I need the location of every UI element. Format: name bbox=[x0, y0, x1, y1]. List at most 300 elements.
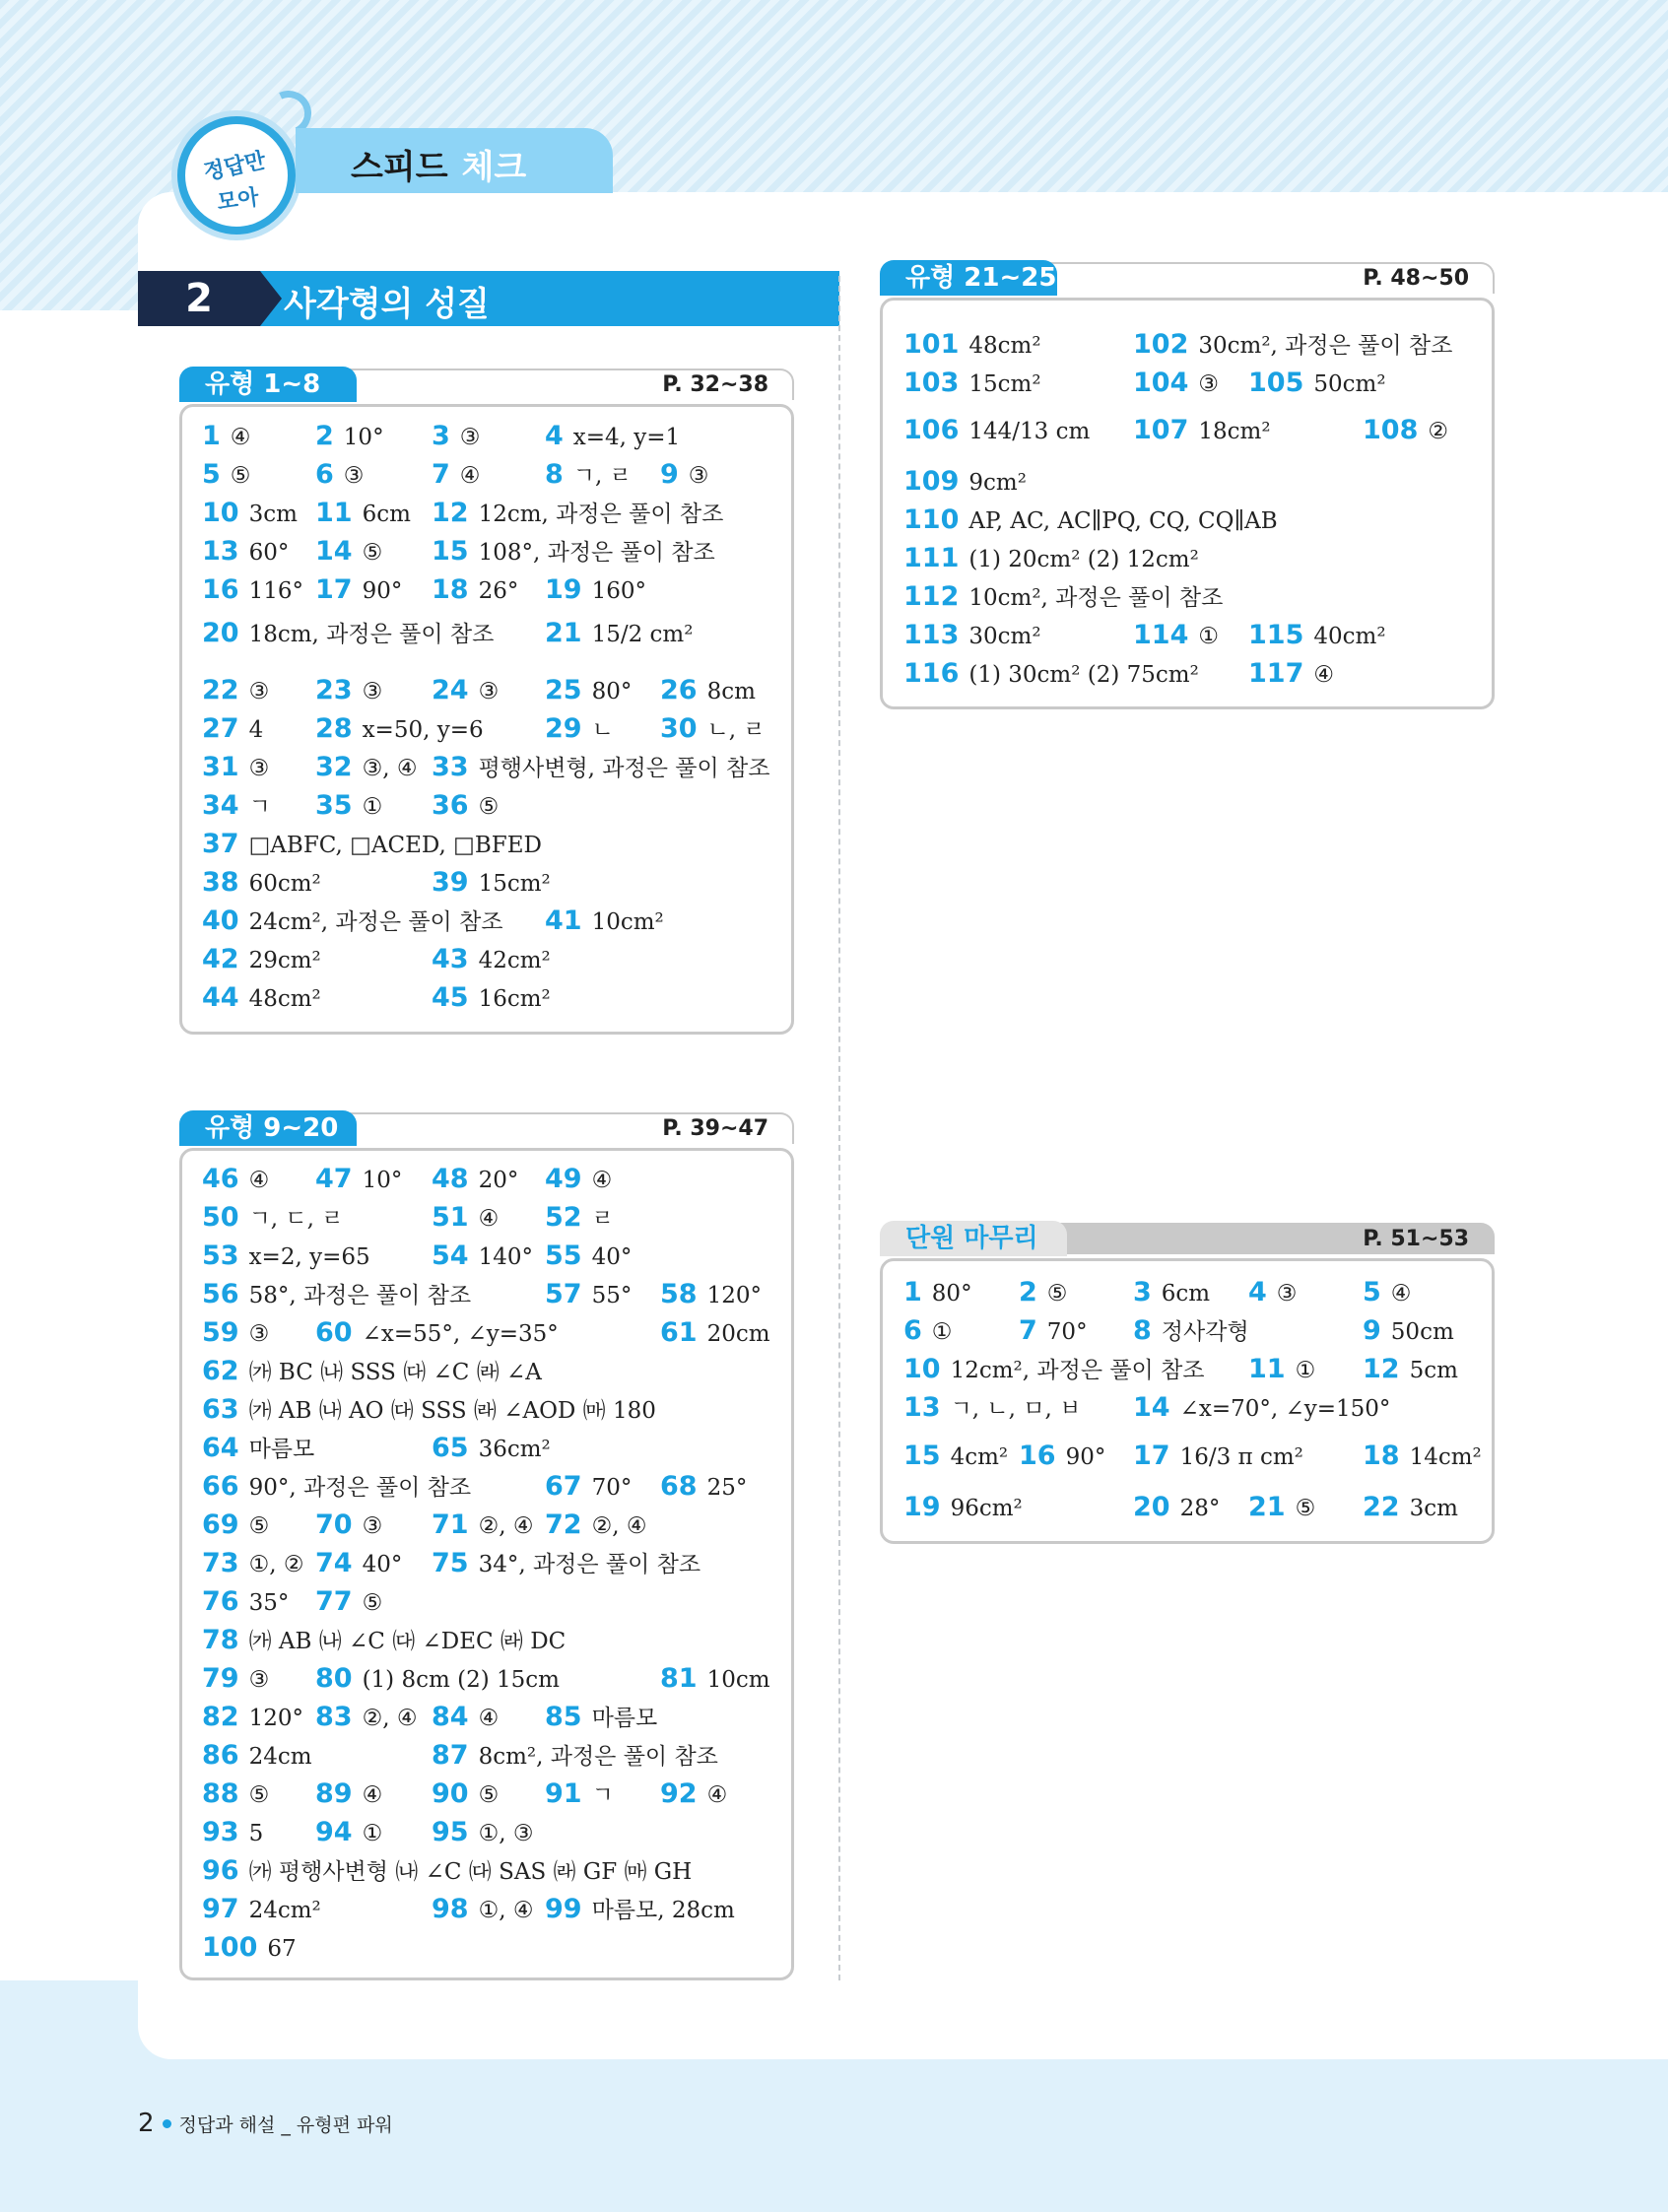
section-tab bbox=[880, 1221, 1495, 1254]
question-number: 115 bbox=[1248, 620, 1304, 650]
answer-item bbox=[432, 537, 715, 568]
answer-item bbox=[315, 1549, 402, 1579]
answer-value: ① bbox=[1198, 624, 1219, 649]
answer-value: 3cm bbox=[248, 502, 298, 527]
question-number: 26 bbox=[660, 675, 698, 705]
section-label: 단원 마무리 bbox=[880, 1221, 1067, 1256]
answer-item bbox=[315, 460, 364, 491]
question-number: 64 bbox=[202, 1433, 239, 1463]
answer-value: ④ bbox=[478, 1206, 500, 1232]
answer-item bbox=[432, 422, 480, 452]
question-number: 107 bbox=[1133, 415, 1189, 445]
answer-value: ③ bbox=[248, 1667, 270, 1693]
question-number: 19 bbox=[903, 1492, 941, 1522]
answer-item bbox=[315, 1318, 559, 1349]
answer-value: 14cm² bbox=[1409, 1444, 1482, 1470]
footer-text: 정답과 해설 _ 유형편 파워 bbox=[178, 2114, 393, 2136]
answer-item bbox=[202, 983, 321, 1014]
answer-value: 15cm² bbox=[478, 871, 551, 897]
question-number: 11 bbox=[315, 498, 353, 528]
answer-value: 10cm², 과정은 풀이 참조 bbox=[968, 585, 1224, 611]
question-number: 105 bbox=[1248, 368, 1304, 398]
answer-item bbox=[432, 575, 518, 606]
answer-value: ∠x=55°, ∠y=35° bbox=[362, 1321, 559, 1347]
answer-value: x=50, y=6 bbox=[362, 717, 484, 743]
answer-value: 6cm bbox=[1161, 1281, 1211, 1307]
answer-item bbox=[545, 1895, 735, 1925]
answer-value: 140° bbox=[478, 1244, 533, 1270]
question-number: 8 bbox=[1133, 1315, 1152, 1346]
answer-item bbox=[202, 1626, 566, 1656]
answer-item bbox=[545, 619, 693, 649]
question-number: 96 bbox=[202, 1855, 239, 1886]
page-reference: P. 51~53 bbox=[1363, 1227, 1469, 1251]
question-number: 19 bbox=[545, 574, 582, 605]
question-number: 61 bbox=[660, 1317, 698, 1348]
answer-item bbox=[202, 1472, 471, 1503]
question-number: 13 bbox=[903, 1392, 941, 1423]
question-number: 22 bbox=[202, 675, 239, 705]
question-number: 72 bbox=[545, 1509, 582, 1540]
answer-value: ㈎ 평행사변형 ㈏ ∠C ㈐ SAS ㈑ GF ㈒ GH bbox=[248, 1859, 693, 1885]
answer-item bbox=[202, 1933, 297, 1964]
answer-value: ① bbox=[931, 1319, 953, 1345]
question-number: 79 bbox=[202, 1663, 239, 1694]
answer-item bbox=[660, 460, 708, 491]
question-number: 42 bbox=[202, 944, 239, 974]
question-number: 18 bbox=[432, 574, 469, 605]
page-number: 2 bbox=[138, 2109, 155, 2138]
answer-item bbox=[1363, 1278, 1411, 1308]
answer-value: 60° bbox=[248, 540, 290, 566]
question-number: 101 bbox=[903, 329, 960, 360]
question-number: 60 bbox=[315, 1317, 353, 1348]
question-number: 35 bbox=[315, 790, 353, 821]
answer-value: 58°, 과정은 풀이 참조 bbox=[248, 1283, 472, 1308]
answer-value: 55° bbox=[591, 1283, 633, 1308]
answer-item bbox=[315, 1165, 402, 1195]
answer-value: 90°, 과정은 풀이 참조 bbox=[248, 1475, 472, 1501]
question-number: 4 bbox=[545, 421, 564, 451]
question-number: 52 bbox=[545, 1202, 582, 1233]
answer-item bbox=[545, 422, 680, 452]
question-number: 113 bbox=[903, 620, 960, 650]
answer-value: ①, ② bbox=[248, 1552, 304, 1577]
question-number: 38 bbox=[202, 867, 239, 898]
answer-item bbox=[202, 1741, 312, 1772]
answer-item bbox=[545, 460, 632, 491]
question-number: 5 bbox=[202, 459, 221, 490]
question-number: 71 bbox=[432, 1509, 469, 1540]
answer-item bbox=[202, 830, 542, 860]
answer-value: 평행사변형, 과정은 풀이 참조 bbox=[478, 756, 770, 781]
question-number: 27 bbox=[202, 713, 239, 744]
question-number: 3 bbox=[1133, 1277, 1152, 1307]
answer-value: 28° bbox=[1179, 1496, 1221, 1521]
answer-item bbox=[903, 1316, 952, 1347]
question-number: 44 bbox=[202, 982, 239, 1013]
answer-item bbox=[315, 499, 411, 529]
question-number: 62 bbox=[202, 1356, 239, 1386]
question-number: 41 bbox=[545, 905, 582, 936]
answer-item bbox=[903, 330, 1041, 361]
answer-value: 40° bbox=[591, 1244, 633, 1270]
answer-value: ①, ③ bbox=[478, 1821, 534, 1846]
answer-value: ㄴ bbox=[591, 717, 614, 743]
answer-item bbox=[1363, 1316, 1454, 1347]
question-number: 117 bbox=[1248, 658, 1304, 689]
page-reference: P. 32~38 bbox=[662, 372, 768, 397]
answer-value: ①, ④ bbox=[478, 1898, 534, 1923]
answer-value: 24cm², 과정은 풀이 참조 bbox=[248, 909, 503, 935]
answer-item bbox=[545, 1472, 632, 1503]
question-number: 13 bbox=[202, 536, 239, 567]
answer-item bbox=[1363, 1441, 1482, 1472]
answer-item bbox=[432, 1818, 533, 1848]
answer-value: 12cm, 과정은 풀이 참조 bbox=[478, 502, 724, 527]
answer-item bbox=[202, 422, 250, 452]
question-number: 98 bbox=[432, 1894, 469, 1924]
answer-item bbox=[1133, 416, 1271, 446]
answer-item bbox=[315, 1779, 382, 1810]
question-number: 48 bbox=[432, 1164, 469, 1194]
question-number: 91 bbox=[545, 1778, 582, 1809]
answer-item bbox=[903, 582, 1223, 613]
answer-value: ㄱ bbox=[591, 1782, 614, 1808]
question-number: 53 bbox=[202, 1240, 239, 1271]
answer-item bbox=[202, 537, 289, 568]
question-number: 75 bbox=[432, 1548, 469, 1578]
question-number: 56 bbox=[202, 1279, 239, 1309]
question-number: 12 bbox=[1363, 1354, 1400, 1384]
answer-item bbox=[202, 1664, 269, 1695]
question-number: 37 bbox=[202, 829, 239, 859]
question-number: 68 bbox=[660, 1471, 698, 1502]
question-number: 23 bbox=[315, 675, 353, 705]
answer-item bbox=[545, 1280, 632, 1310]
question-number: 116 bbox=[903, 658, 960, 689]
answer-value: ⑤ bbox=[478, 1782, 500, 1808]
answer-value: ㄹ bbox=[591, 1206, 614, 1232]
question-number: 103 bbox=[903, 368, 960, 398]
question-number: 45 bbox=[432, 982, 469, 1013]
answer-item bbox=[432, 1741, 718, 1772]
question-number: 110 bbox=[903, 504, 960, 535]
question-number: 5 bbox=[1363, 1277, 1381, 1307]
question-number: 15 bbox=[432, 536, 469, 567]
answer-value: ④ bbox=[706, 1782, 728, 1808]
answer-value: 50cm bbox=[1390, 1319, 1454, 1345]
question-number: 54 bbox=[432, 1240, 469, 1271]
question-number: 7 bbox=[1019, 1315, 1037, 1346]
answer-value: AP, AC, AC∥PQ, CQ, CQ∥AB bbox=[968, 508, 1278, 534]
answer-item bbox=[202, 1587, 289, 1618]
page-reference: P. 39~47 bbox=[662, 1116, 768, 1141]
answer-value: 70° bbox=[1046, 1319, 1088, 1345]
answer-value: 70° bbox=[591, 1475, 633, 1501]
answer-item bbox=[315, 1510, 382, 1541]
answer-item bbox=[202, 1703, 303, 1733]
answer-value: ③ bbox=[478, 679, 500, 704]
answer-item bbox=[545, 1165, 612, 1195]
answer-value: 42cm² bbox=[478, 948, 551, 973]
question-number: 43 bbox=[432, 944, 469, 974]
answer-item bbox=[432, 753, 769, 783]
question-number: 40 bbox=[202, 905, 239, 936]
answer-item bbox=[432, 1510, 533, 1541]
answer-value: 30cm² bbox=[968, 624, 1041, 649]
question-number: 50 bbox=[202, 1202, 239, 1233]
answer-item bbox=[202, 1895, 321, 1925]
answer-item bbox=[432, 1703, 499, 1733]
answer-value: 40° bbox=[362, 1552, 403, 1577]
question-number: 100 bbox=[202, 1932, 258, 1963]
answer-item bbox=[660, 1280, 762, 1310]
bullet-icon bbox=[163, 2119, 171, 2128]
answer-value: ⑤ bbox=[1295, 1496, 1316, 1521]
question-number: 10 bbox=[903, 1354, 941, 1384]
answer-item bbox=[315, 1818, 382, 1848]
question-number: 94 bbox=[315, 1817, 353, 1847]
question-number: 32 bbox=[315, 752, 353, 782]
answer-item bbox=[202, 1549, 303, 1579]
question-number: 2 bbox=[315, 421, 334, 451]
answer-item bbox=[903, 369, 1041, 399]
question-number: 109 bbox=[903, 466, 960, 497]
question-number: 12 bbox=[432, 498, 469, 528]
question-number: 90 bbox=[432, 1778, 469, 1809]
answer-value: ㈎ BC ㈏ SSS ㈐ ∠C ㈑ ∠A bbox=[248, 1360, 542, 1385]
question-number: 93 bbox=[202, 1817, 239, 1847]
title-part1: 스피드 bbox=[351, 148, 448, 187]
section-label: 유형 1~8 bbox=[179, 367, 357, 402]
answer-value: ① bbox=[1295, 1358, 1316, 1383]
question-number: 9 bbox=[660, 459, 679, 490]
answer-item bbox=[1133, 621, 1219, 651]
title-part2: 체크 bbox=[461, 148, 527, 187]
answer-value: 8cm bbox=[706, 679, 756, 704]
answer-item bbox=[202, 1318, 269, 1349]
answer-item bbox=[315, 753, 417, 783]
question-number: 95 bbox=[432, 1817, 469, 1847]
answer-value: 마름모 bbox=[591, 1706, 658, 1731]
answer-item bbox=[903, 1278, 972, 1308]
answer-item bbox=[903, 659, 1199, 690]
question-number: 92 bbox=[660, 1778, 698, 1809]
answer-item bbox=[202, 499, 298, 529]
answer-value: ⑤ bbox=[478, 794, 500, 820]
answer-value: 30cm², 과정은 풀이 참조 bbox=[1198, 333, 1453, 359]
answer-value: 96cm² bbox=[950, 1496, 1023, 1521]
answer-value: ㄱ, ㄹ bbox=[572, 463, 632, 489]
answer-item bbox=[1133, 1316, 1249, 1347]
speed-check-title bbox=[296, 128, 613, 193]
question-number: 15 bbox=[903, 1441, 941, 1471]
question-number: 31 bbox=[202, 752, 239, 782]
question-number: 6 bbox=[315, 459, 334, 490]
answer-item bbox=[903, 544, 1199, 574]
answer-item bbox=[202, 945, 321, 975]
answer-value: ㈎ AB ㈏ AO ㈐ SSS ㈑ ∠AOD ㈒ 180 bbox=[248, 1398, 656, 1424]
question-number: 80 bbox=[315, 1663, 353, 1694]
question-number: 85 bbox=[545, 1702, 582, 1732]
answer-item bbox=[903, 1441, 1008, 1472]
answer-item bbox=[1248, 621, 1386, 651]
answer-item bbox=[1019, 1278, 1067, 1308]
question-number: 8 bbox=[545, 459, 564, 490]
answer-value: 10° bbox=[343, 425, 384, 450]
answer-value: 34°, 과정은 풀이 참조 bbox=[478, 1552, 701, 1577]
answer-value: ④ bbox=[1313, 662, 1334, 688]
answer-item bbox=[202, 791, 271, 822]
question-number: 29 bbox=[545, 713, 582, 744]
answer-item bbox=[202, 906, 503, 937]
question-number: 99 bbox=[545, 1894, 582, 1924]
question-number: 6 bbox=[903, 1315, 922, 1346]
answer-item bbox=[903, 1355, 1205, 1385]
answer-item bbox=[432, 1241, 533, 1272]
answer-value: 20° bbox=[478, 1168, 519, 1193]
answer-item bbox=[202, 1510, 269, 1541]
question-number: 65 bbox=[432, 1433, 469, 1463]
answer-value: ㄱ, ㄷ, ㄹ bbox=[248, 1206, 344, 1232]
answer-value: ③ bbox=[362, 679, 383, 704]
question-number: 57 bbox=[545, 1279, 582, 1309]
answer-item bbox=[660, 1318, 770, 1349]
answer-value: ③ bbox=[1276, 1281, 1298, 1307]
answer-value: 35° bbox=[248, 1590, 290, 1616]
question-number: 106 bbox=[903, 415, 960, 445]
answer-value: (1) 20cm² (2) 12cm² bbox=[968, 547, 1199, 572]
question-number: 17 bbox=[315, 574, 353, 605]
answer-value: ∠x=70°, ∠y=150° bbox=[1179, 1396, 1391, 1422]
answer-value: 16/3 π cm² bbox=[1179, 1444, 1303, 1470]
chapter-number: 2 bbox=[138, 271, 260, 326]
question-number: 36 bbox=[432, 790, 469, 821]
answer-item bbox=[1248, 369, 1386, 399]
answer-item bbox=[202, 1856, 692, 1887]
answer-item bbox=[432, 460, 480, 491]
answer-value: ③ bbox=[343, 463, 365, 489]
question-number: 55 bbox=[545, 1240, 582, 1271]
answer-value: ⑤ bbox=[230, 463, 251, 489]
answer-item bbox=[315, 537, 382, 568]
answer-item bbox=[315, 1664, 560, 1695]
question-number: 84 bbox=[432, 1702, 469, 1732]
answer-item bbox=[545, 1779, 614, 1810]
answer-item bbox=[1133, 330, 1452, 361]
answer-item bbox=[432, 791, 499, 822]
answer-value: 40cm² bbox=[1313, 624, 1386, 649]
answer-value: x=2, y=65 bbox=[248, 1244, 370, 1270]
answer-value: ③ bbox=[688, 463, 709, 489]
answer-badge bbox=[177, 116, 296, 235]
answer-value: ④ bbox=[478, 1706, 500, 1731]
answer-item bbox=[903, 621, 1041, 651]
question-number: 112 bbox=[903, 581, 960, 612]
answer-item bbox=[903, 1393, 1081, 1424]
answer-item bbox=[432, 983, 551, 1014]
answer-value: 29cm² bbox=[248, 948, 321, 973]
answer-value: ⑤ bbox=[248, 1513, 270, 1539]
answer-item bbox=[202, 460, 250, 491]
question-number: 97 bbox=[202, 1894, 239, 1924]
answer-value: 26° bbox=[478, 578, 519, 604]
answer-item bbox=[1133, 1493, 1220, 1523]
answer-value: 10cm bbox=[706, 1667, 770, 1693]
question-number: 1 bbox=[202, 421, 221, 451]
answer-item bbox=[660, 1664, 770, 1695]
answer-item bbox=[903, 416, 1090, 446]
question-number: 3 bbox=[432, 421, 450, 451]
answer-item bbox=[1363, 416, 1448, 446]
answer-item bbox=[432, 1895, 533, 1925]
answer-value: 90° bbox=[362, 578, 403, 604]
answer-item bbox=[202, 1434, 314, 1464]
badge-line2: 모아 bbox=[215, 185, 261, 216]
answer-item bbox=[545, 1241, 632, 1272]
answer-value: ④ bbox=[591, 1168, 613, 1193]
question-number: 63 bbox=[202, 1394, 239, 1425]
answer-item bbox=[202, 714, 263, 745]
answer-item bbox=[202, 1203, 343, 1234]
answer-value: ②, ④ bbox=[362, 1706, 418, 1731]
chapter-title: 사각형의 성질 bbox=[284, 285, 490, 324]
answer-value: 160° bbox=[591, 578, 646, 604]
answer-item bbox=[202, 1357, 542, 1387]
answer-value: ⑤ bbox=[362, 540, 383, 566]
answer-value: x=4, y=1 bbox=[572, 425, 681, 450]
answer-value: 15cm² bbox=[968, 371, 1041, 397]
question-number: 102 bbox=[1133, 329, 1189, 360]
answer-item bbox=[903, 505, 1278, 536]
answer-item bbox=[545, 1510, 646, 1541]
answer-value: ㄱ bbox=[248, 794, 271, 820]
answer-item bbox=[660, 1779, 727, 1810]
answer-value: ②, ④ bbox=[591, 1513, 647, 1539]
section-tab bbox=[179, 367, 794, 400]
question-number: 104 bbox=[1133, 368, 1189, 398]
answer-value: ④ bbox=[362, 1782, 383, 1808]
answer-value: 120° bbox=[248, 1706, 303, 1731]
question-number: 11 bbox=[1248, 1354, 1286, 1384]
answer-value: ② bbox=[1428, 419, 1448, 444]
answer-value: (1) 30cm² (2) 75cm² bbox=[968, 662, 1199, 688]
question-number: 69 bbox=[202, 1509, 239, 1540]
answer-item bbox=[202, 1779, 269, 1810]
question-number: 82 bbox=[202, 1702, 239, 1732]
answer-item bbox=[432, 945, 551, 975]
question-number: 47 bbox=[315, 1164, 353, 1194]
answer-value: ⑤ bbox=[362, 1590, 383, 1616]
answer-value: 80° bbox=[931, 1281, 972, 1307]
question-number: 81 bbox=[660, 1663, 698, 1694]
question-number: 7 bbox=[432, 459, 450, 490]
answer-value: 마름모, 28cm bbox=[591, 1898, 735, 1923]
question-number: 10 bbox=[202, 498, 239, 528]
answer-item bbox=[660, 676, 756, 706]
answer-item bbox=[315, 1703, 417, 1733]
answer-value: □ABFC, □ACED, □BFED bbox=[248, 833, 542, 858]
tab-page-strip bbox=[347, 1112, 794, 1144]
answer-item bbox=[202, 1395, 656, 1426]
answer-value: 정사각형 bbox=[1161, 1319, 1249, 1345]
page-footer bbox=[138, 2109, 393, 2138]
answer-value: ③ bbox=[248, 679, 270, 704]
question-number: 34 bbox=[202, 790, 239, 821]
answer-value: ③ bbox=[362, 1513, 383, 1539]
answer-value: 67 bbox=[267, 1936, 297, 1962]
